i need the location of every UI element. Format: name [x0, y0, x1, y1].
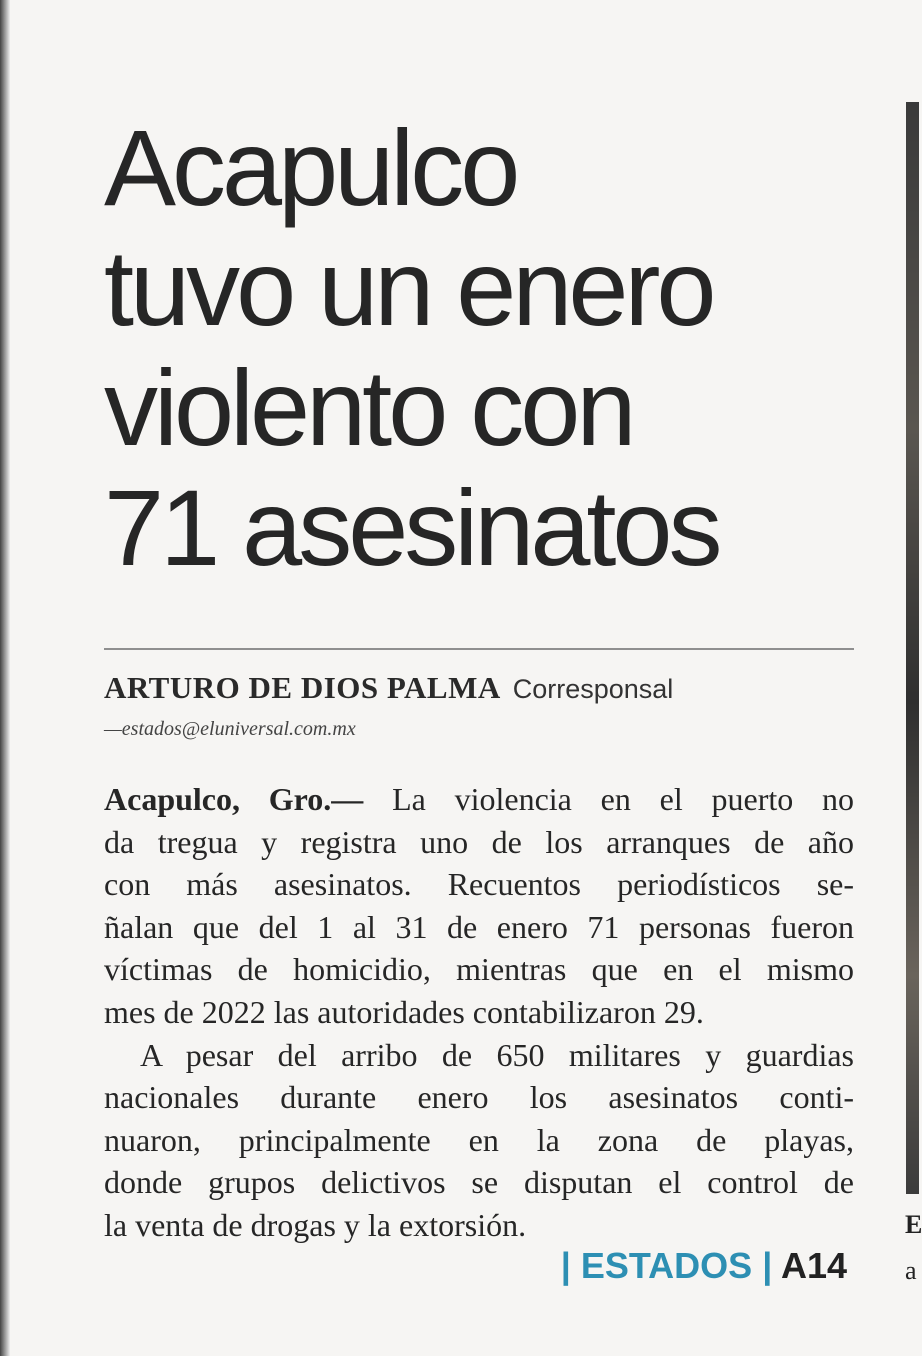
body-line-text: La violencia en el puerto no: [363, 781, 855, 817]
author-email: —estados@eluniversal.com.mx: [104, 718, 356, 740]
divider-rule: [104, 648, 854, 650]
page-number: A14: [780, 1245, 847, 1286]
headline-line: Acapulco: [104, 107, 517, 228]
headline-line: tuvo un enero: [104, 227, 713, 348]
author-role: Corresponsal: [512, 674, 674, 704]
author-name: ARTURO DE DIOS PALMA: [104, 670, 501, 705]
adjacent-photo: [906, 102, 919, 1194]
byline: [104, 668, 673, 709]
body-line: da tregua y registra uno de los arranques de año: [104, 823, 854, 860]
body-line: [104, 778, 854, 821]
page-fold-edge: [0, 0, 10, 1356]
headline: [104, 108, 874, 588]
headline-line: 71 asesinatos: [104, 467, 719, 588]
body-line: nuaron, principalmente en la zona de playas,: [104, 1121, 854, 1158]
body-line: con más asesinatos. Recuentos periodísticos se-: [104, 866, 854, 903]
section-page-reference[interactable]: [561, 1244, 847, 1288]
body-line: nacionales durante enero los asesinatos conti-: [104, 1079, 854, 1116]
adjacent-caption-fragment: E: [905, 1210, 922, 1239]
body-line: donde grupos delictivos se disputan el control de: [104, 1164, 854, 1201]
body-line: ñalan que del 1 al 31 de enero 71 personas fueron: [104, 908, 854, 945]
body-line: víctimas de homicidio, mientras que en el mismo: [104, 951, 854, 988]
separator: |: [762, 1245, 773, 1286]
section-name: ESTADOS: [580, 1245, 753, 1286]
headline-line: violento con: [104, 347, 633, 468]
body-line: mes de 2022 las autoridades contabilizaron 29.: [104, 993, 704, 1030]
adjacent-caption-fragment: a: [905, 1256, 917, 1285]
body-line: la venta de drogas y la extorsión.: [104, 1206, 527, 1243]
dateline: Acapulco, Gro.—: [104, 781, 364, 817]
article-body: [104, 778, 854, 1247]
separator: |: [560, 1245, 571, 1286]
body-line: A pesar del arribo de 650 militares y guardias: [140, 1036, 854, 1073]
